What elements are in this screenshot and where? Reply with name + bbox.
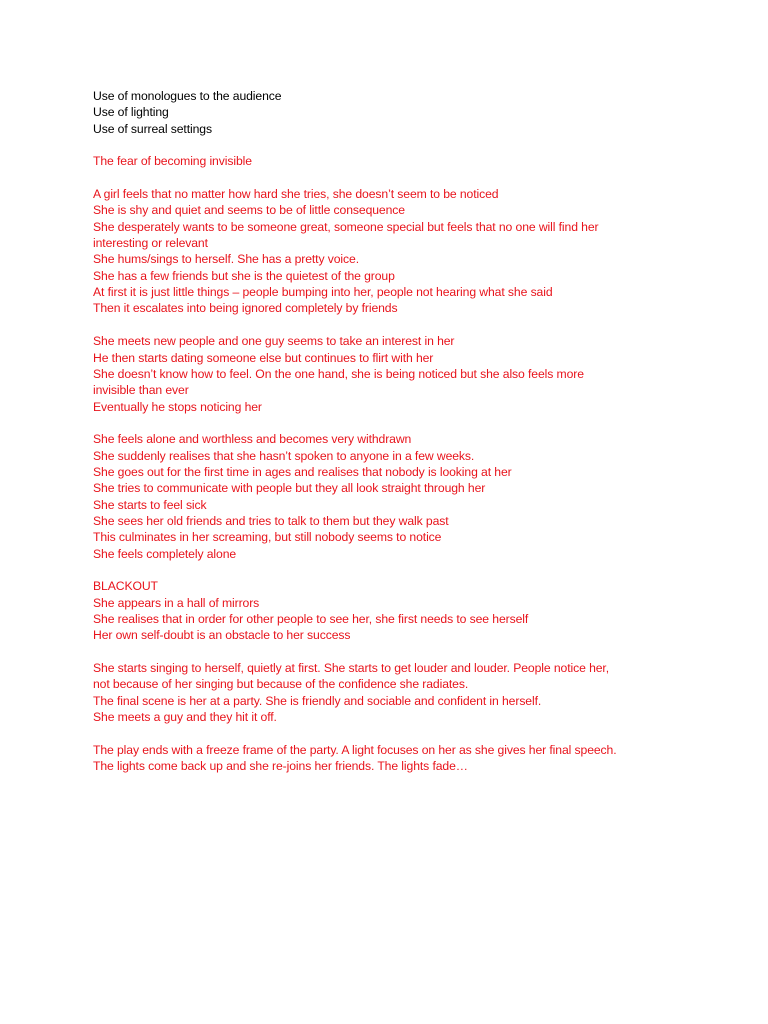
text-line: She starts to feel sick	[93, 497, 207, 512]
paragraph-3	[93, 431, 753, 562]
text-line: She tries to communicate with people but they all look straight through her	[93, 481, 486, 496]
text-line: Her own self-doubt is an obstacle to her success	[93, 628, 351, 643]
text-line: She realises that in order for other people to see her, she first needs to see herself	[93, 612, 529, 626]
header-block	[93, 88, 753, 137]
text-line: This culminates in her screaming, but still nobody seems to notice	[93, 530, 442, 545]
paragraph-gap	[93, 137, 753, 153]
paragraph-2	[93, 333, 753, 415]
blackout-heading: BLACKOUT	[93, 579, 158, 594]
paragraph-gap	[93, 562, 753, 578]
header-line: Use of lighting	[93, 105, 169, 120]
document-page	[93, 88, 753, 774]
text-line: interesting or relevant	[93, 236, 208, 251]
text-line: The lights come back up and she re-joins her friends. The lights fade…	[93, 759, 468, 774]
paragraph-gap	[93, 170, 753, 186]
text-line: She appears in a hall of mirrors	[93, 595, 260, 610]
text-line: She meets a guy and they hit it off.	[93, 710, 277, 725]
paragraph-4	[93, 578, 753, 643]
text-line: invisible than ever	[93, 383, 189, 398]
text-line: A girl feels that no matter how hard she tries, she doesn’t seem to be noticed	[93, 187, 499, 202]
text-line: She feels completely alone	[93, 546, 237, 561]
text-line: Then it escalates into being ignored completely by friends	[93, 301, 398, 316]
header-line: Use of monologues to the audience	[93, 89, 282, 103]
document-title: The fear of becoming invisible	[93, 154, 252, 169]
paragraph-1	[93, 186, 753, 317]
text-line: The final scene is her at a party. She is friendly and sociable and confident in herself.	[93, 693, 542, 708]
text-line: She has a few friends but she is the quietest of the group	[93, 268, 395, 283]
paragraph-gap	[93, 644, 753, 660]
text-line: He then starts dating someone else but continues to flirt with her	[93, 350, 434, 365]
text-line: She sees her old friends and tries to talk to them but they walk past	[93, 513, 449, 528]
paragraph-gap	[93, 317, 753, 333]
text-line: She hums/sings to herself. She has a pretty voice.	[93, 252, 359, 267]
paragraph-5	[93, 660, 753, 725]
text-line: not because of her singing but because of the confidence she radiates.	[93, 677, 469, 692]
text-line: The play ends with a freeze frame of the party. A light focuses on her as she gives her final speech.	[93, 742, 617, 757]
text-line: She doesn’t know how to feel. On the one hand, she is being noticed but she also feels more	[93, 366, 584, 381]
paragraph-gap	[93, 415, 753, 431]
text-line: She goes out for the first time in ages and realises that nobody is looking at her	[93, 464, 512, 479]
text-line: She desperately wants to be someone great, someone special but feels that no one will find her	[93, 219, 599, 234]
text-line: She is shy and quiet and seems to be of little consequence	[93, 203, 405, 218]
text-line: Eventually he stops noticing her	[93, 399, 262, 414]
paragraph-gap	[93, 725, 753, 741]
header-line: Use of surreal settings	[93, 121, 212, 136]
text-line: At first it is just little things – people bumping into her, people not hearing what she said	[93, 285, 553, 300]
text-line: She starts singing to herself, quietly at first. She starts to get louder and louder. People notice her,	[93, 661, 610, 676]
paragraph-6	[93, 742, 753, 775]
text-line: She meets new people and one guy seems to take an interest in her	[93, 334, 455, 349]
text-line: She feels alone and worthless and becomes very withdrawn	[93, 432, 412, 447]
text-line: She suddenly realises that she hasn’t spoken to anyone in a few weeks.	[93, 448, 475, 463]
